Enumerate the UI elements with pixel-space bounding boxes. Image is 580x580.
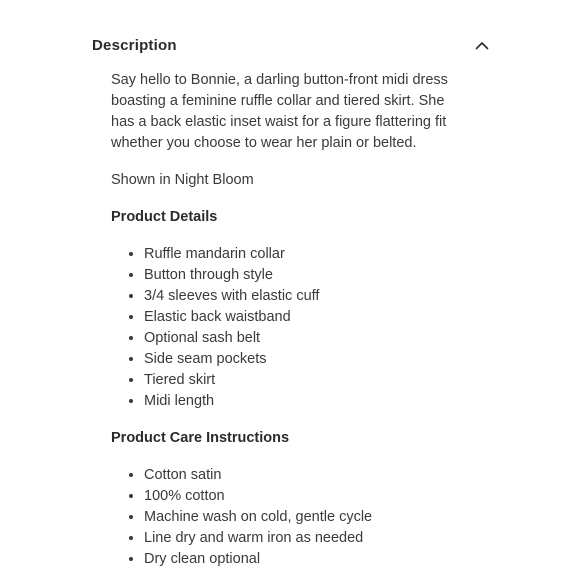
list-item: • Button through style: [144, 265, 471, 286]
care-instructions-heading: Product Care Instructions: [111, 430, 290, 446]
list-item: • Ruffle mandarin collar: [144, 244, 471, 265]
chevron-up-icon-svg: [475, 41, 489, 50]
care-instructions-list: [111, 465, 471, 570]
description-content: [111, 70, 471, 570]
shown-in-text: Shown in Night Bloom: [111, 172, 254, 188]
list-item: • Dry clean optional: [144, 549, 471, 570]
list-item: • Elastic back waistband: [144, 307, 471, 328]
list-item: • 3/4 sleeves with elastic cuff: [144, 286, 471, 307]
product-details-heading: Product Details: [111, 209, 218, 225]
list-item: • Machine wash on cold, gentle cycle: [144, 507, 471, 528]
accordion-title: Description: [92, 36, 177, 54]
product-details-list: [111, 244, 471, 412]
chevron-up-icon[interactable]: [474, 37, 490, 53]
description-accordion-header[interactable]: [92, 32, 492, 58]
list-item: • Tiered skirt: [144, 370, 471, 391]
list-item: • 100% cotton: [144, 486, 471, 507]
list-item: • Side seam pockets: [144, 349, 471, 370]
description-intro: Say hello to Bonnie, a darling button-front midi dress boasting a feminine ruffle collar and tiered skirt. She has a back elastic inset waist for a figure flattering fit whether you choose to wear her plain or belted.: [111, 72, 448, 151]
list-item: • Optional sash belt: [144, 328, 471, 349]
list-item: • Line dry and warm iron as needed: [144, 528, 471, 549]
list-item: • Cotton satin: [144, 465, 471, 486]
list-item: • Midi length: [144, 391, 471, 412]
